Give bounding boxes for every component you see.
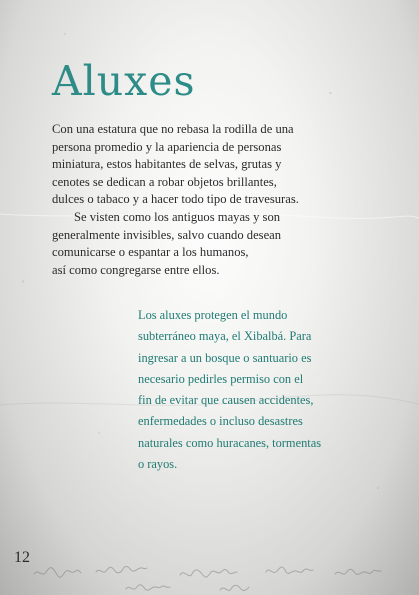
body-line: generalmente invisibles, salvo cuando desean: [52, 227, 282, 242]
paper-speck: [98, 432, 100, 434]
callout-line: naturales como huracanes, tormentas: [138, 435, 322, 450]
callout-line: enfermedades o incluso desastres: [138, 414, 303, 429]
callout-line: Los aluxes protegen el mundo: [138, 308, 288, 322]
handwriting-scribble: [30, 560, 419, 595]
callout-line: o rayos.: [138, 457, 178, 472]
callout-line: fin de evitar que causen accidentes,: [138, 393, 314, 408]
callout-line: ingresar a un bosque o santuario es: [138, 350, 312, 365]
paper-speck: [377, 487, 379, 489]
body-line: miniatura, estos habitantes de selvas, grutas y: [52, 157, 282, 172]
body-line: así como congregarse entre ellos.: [52, 262, 220, 277]
callout-line: subterráneo maya, el Xibalbá. Para: [138, 329, 312, 344]
body-line: comunicarse o espantar a los humanos,: [52, 245, 249, 260]
page-title: Aluxes: [52, 57, 196, 105]
body-line: Con una estatura que no rebasa la rodilla de una: [52, 122, 294, 136]
paper-speck: [64, 33, 66, 35]
body-line: persona promedio y la apariencia de personas: [52, 139, 282, 154]
paper-speck: [22, 280, 24, 283]
body-line: cenotes se dedican a robar objetos brillantes,: [52, 174, 277, 189]
body-paragraphs: [52, 121, 392, 279]
body-line: dulces o tabaco y a hacer todo tipo de travesuras.: [52, 192, 299, 207]
body-line: Se visten como los antiguos mayas y son: [74, 209, 281, 224]
callout-line: necesario pedirles permiso con el: [138, 371, 304, 386]
paper-speck: [329, 92, 332, 94]
page-number: 12: [14, 549, 30, 566]
callout-text: [138, 305, 373, 475]
